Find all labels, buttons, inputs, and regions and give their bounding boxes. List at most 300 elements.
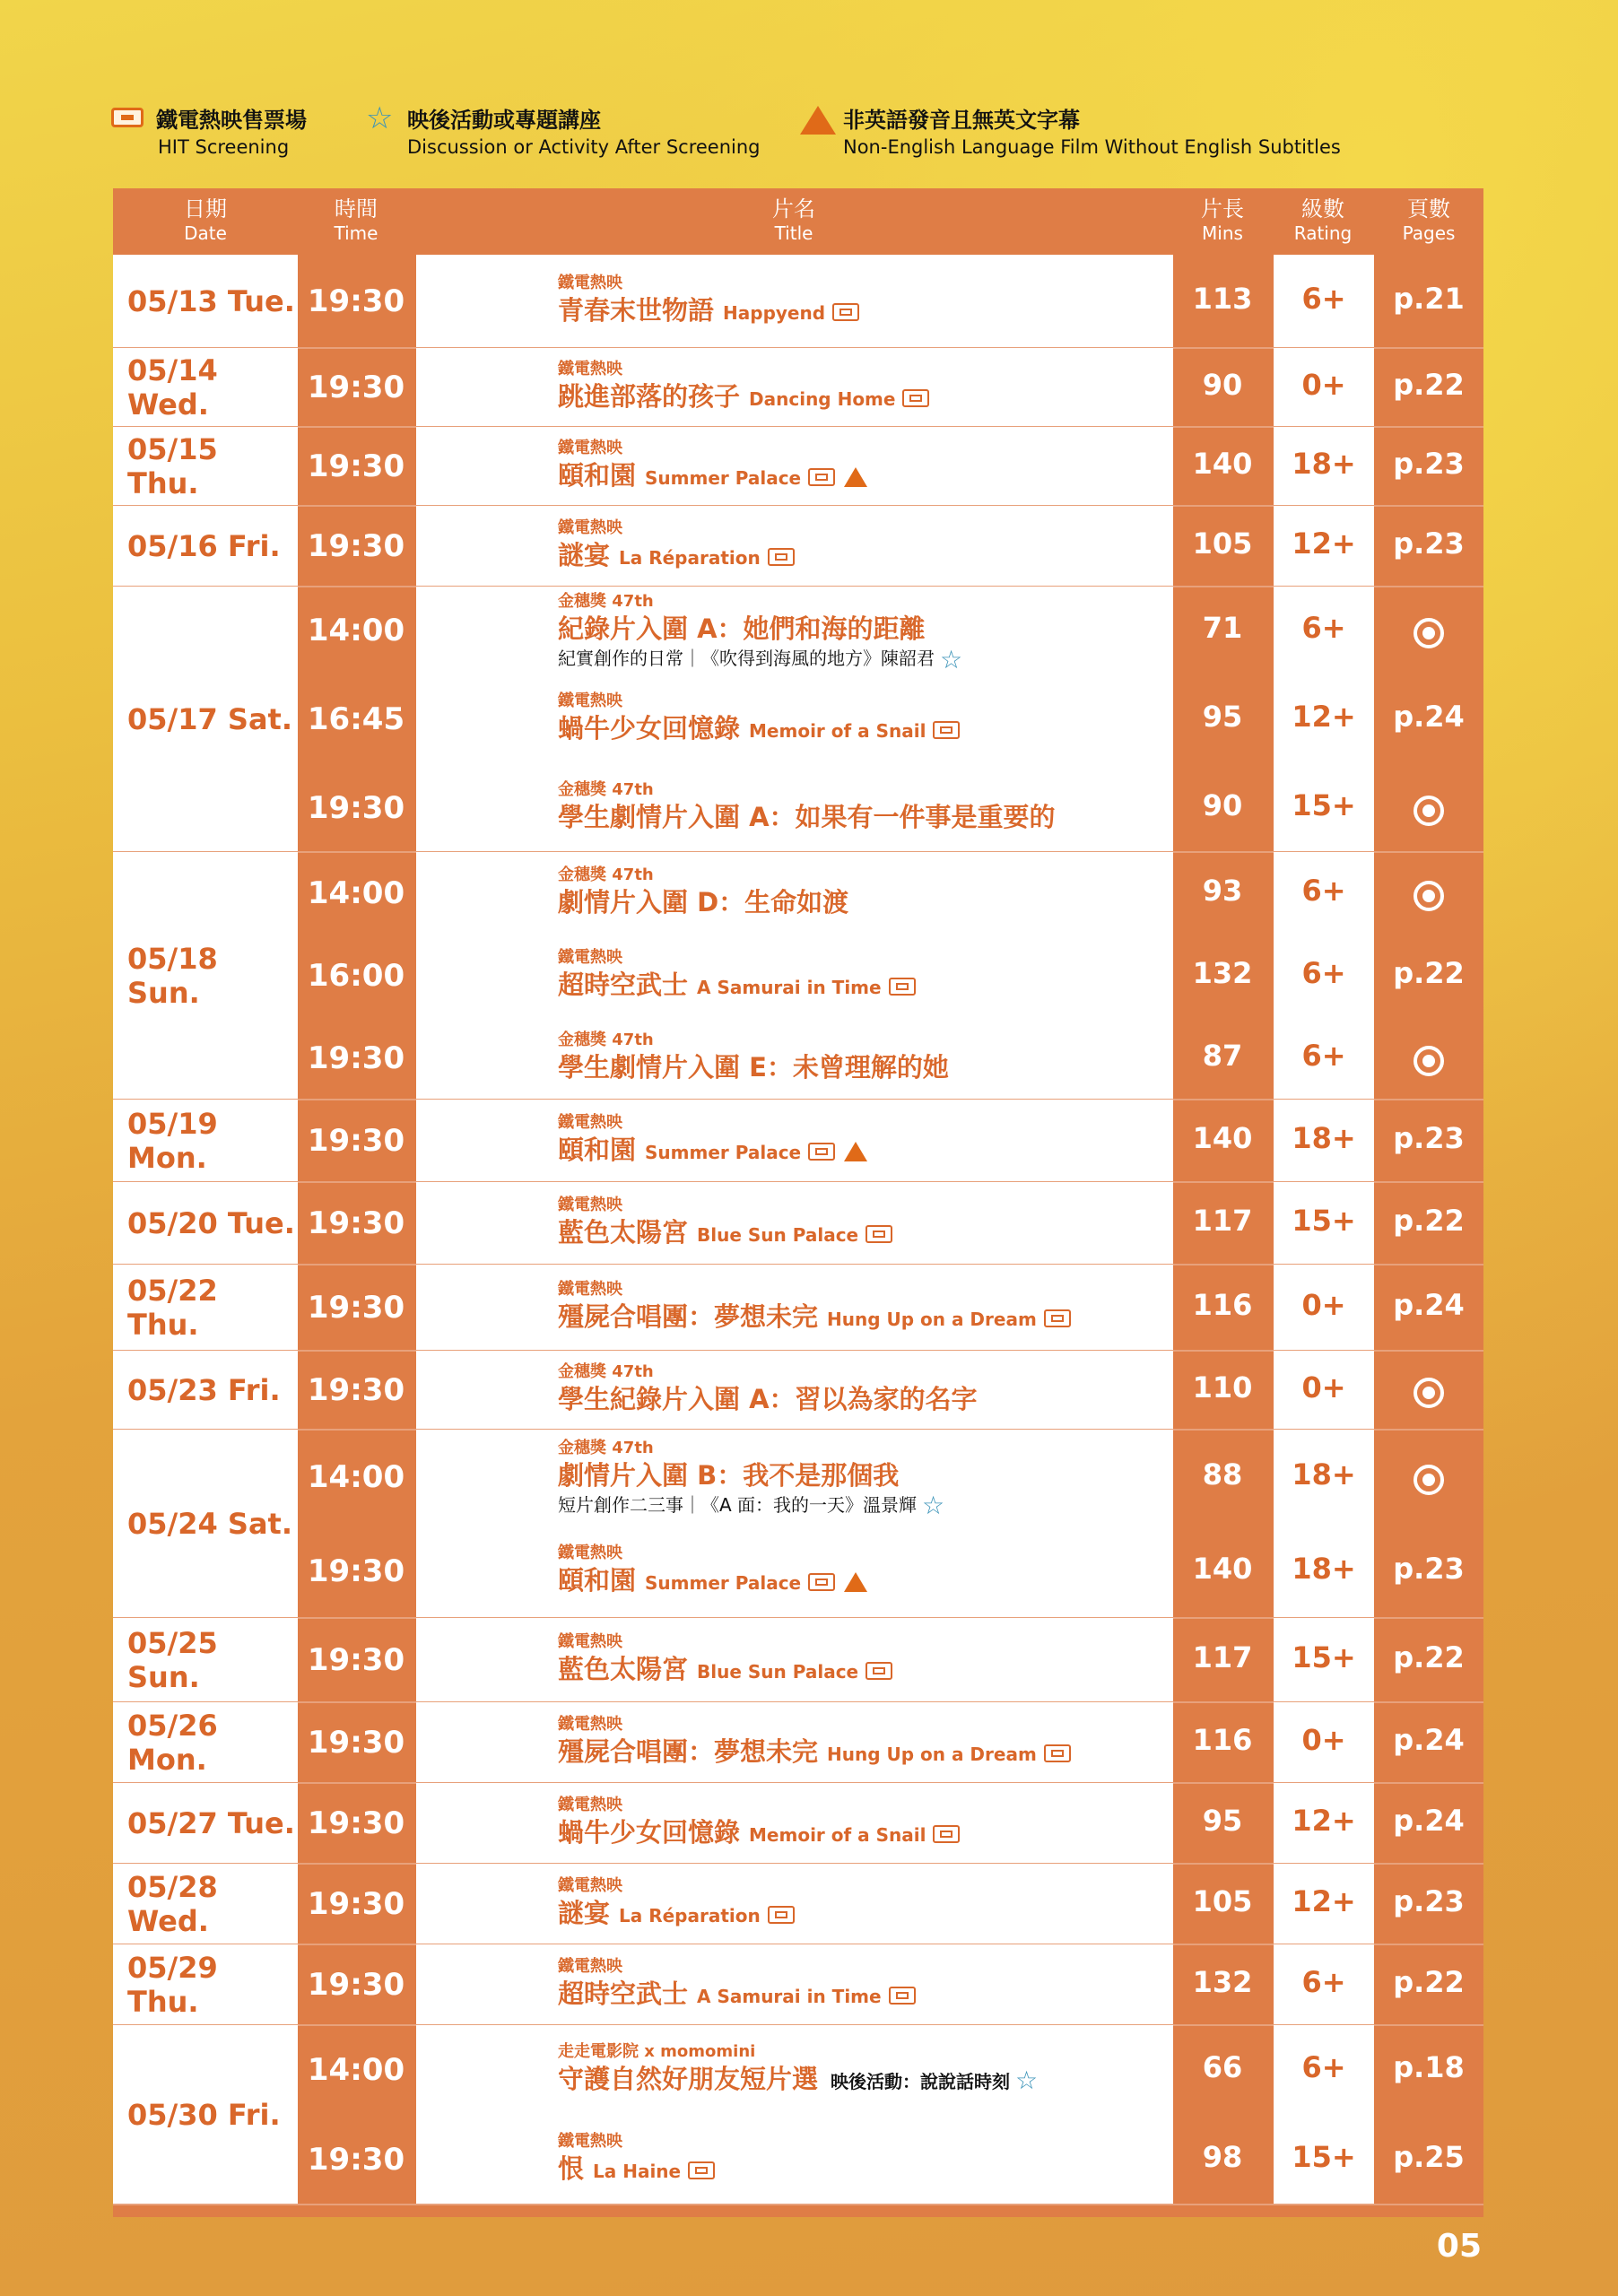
schedule-table xyxy=(113,188,1483,2217)
page-ref: p.23 xyxy=(1393,1121,1465,1155)
showtime: 19:30 xyxy=(307,1372,405,1408)
schedule-day xyxy=(113,1430,1483,1618)
rating-label: 18+ xyxy=(1292,1457,1356,1492)
film-entry[interactable] xyxy=(558,2041,1240,2098)
runtime: 117 xyxy=(1192,1204,1253,1238)
film-title[interactable] xyxy=(558,1134,1240,1169)
table-header xyxy=(113,188,1483,253)
showtime: 19:30 xyxy=(307,1552,405,1589)
schedule-day xyxy=(113,1864,1483,1944)
page-number: 05 xyxy=(1436,2228,1482,2265)
activity-note xyxy=(558,1492,1240,1520)
film-category: 鐵電熱映 xyxy=(558,1796,622,1814)
showtime: 19:30 xyxy=(307,1040,405,1076)
page-ref: p.23 xyxy=(1393,1884,1465,1918)
film-title[interactable] xyxy=(558,380,1240,415)
date-cell xyxy=(113,587,298,852)
film-title[interactable] xyxy=(558,1383,1240,1415)
date-cell xyxy=(113,1265,298,1351)
film-title-zh: 殭屍合唱團：夢想未完 xyxy=(558,1301,819,1332)
film-title-zh: 學生劇情片入圍 A：如果有一件事是重要的 xyxy=(558,801,1056,832)
date-cell xyxy=(113,1182,298,1265)
date-label: 05/16 Fri. xyxy=(127,529,281,563)
schedule-day xyxy=(113,506,1483,587)
date-cell xyxy=(113,427,298,506)
film-title-zh: 學生紀錄片入圍 A：習以為家的名字 xyxy=(558,1384,978,1414)
schedule-day xyxy=(113,587,1483,852)
film-title-en: Hung Up on a Dream xyxy=(827,1309,1037,1330)
film-title[interactable] xyxy=(558,613,1240,645)
date-label: 05/19 Mon. xyxy=(127,1107,218,1175)
date-label: 05/18 Sun. xyxy=(127,942,218,1010)
showtime: 19:30 xyxy=(307,789,405,826)
activity-note: 映後活動：說說話時刻 xyxy=(831,2071,1011,2092)
showtime: 19:30 xyxy=(307,283,405,319)
page-ref: p.24 xyxy=(1393,1288,1465,1322)
runtime: 116 xyxy=(1192,1288,1253,1322)
film-entry[interactable] xyxy=(558,359,1240,415)
film-title-en: La Réparation xyxy=(619,1905,761,1926)
film-title[interactable] xyxy=(558,886,1240,918)
runtime: 88 xyxy=(1202,1457,1243,1492)
schedule-day xyxy=(113,1618,1483,1702)
film-category: 金穗獎 47th xyxy=(558,779,654,799)
header-sublabel: Date xyxy=(184,222,227,244)
page-ref: p.24 xyxy=(1393,1804,1465,1838)
film-entry[interactable] xyxy=(558,947,1240,1004)
runtime: 90 xyxy=(1202,368,1243,402)
schedule-day xyxy=(113,1702,1483,1783)
film-title[interactable] xyxy=(558,539,1240,574)
runtime: 95 xyxy=(1202,1804,1243,1838)
page-ref xyxy=(1376,792,1482,826)
schedule-day xyxy=(113,1100,1483,1182)
legend-discussion xyxy=(366,100,761,160)
showtime: 19:30 xyxy=(307,370,405,405)
header-mins xyxy=(1173,188,1272,253)
schedule-day xyxy=(113,1265,1483,1351)
golden-harvest-dot-icon xyxy=(1414,881,1444,911)
film-title-en: Blue Sun Palace xyxy=(697,1661,859,1683)
film-title[interactable] xyxy=(558,2063,1240,2098)
date-label: 05/20 Tue. xyxy=(127,1206,295,1240)
triangle-icon xyxy=(800,106,836,135)
rating-label: 6+ xyxy=(1301,874,1346,908)
film-entry[interactable] xyxy=(558,517,1240,574)
schedule-day xyxy=(113,348,1483,427)
page-ref: p.22 xyxy=(1393,1204,1465,1238)
date-label: 05/27 Tue. xyxy=(127,1806,295,1840)
film-entry[interactable] xyxy=(558,1438,1240,1520)
date-cell xyxy=(113,852,298,1100)
showtime: 19:30 xyxy=(307,448,405,484)
date-label: 05/24 Sat. xyxy=(127,1507,292,1541)
golden-harvest-dot-icon xyxy=(1414,618,1444,648)
ticket-icon xyxy=(902,389,929,407)
film-category: 鐵電熱映 xyxy=(558,1876,622,1895)
showtime: 19:30 xyxy=(307,1725,405,1761)
rating-label: 15+ xyxy=(1292,1640,1356,1674)
film-title-zh: 劇情片入圍 B：我不是那個我 xyxy=(558,1459,900,1491)
film-title[interactable] xyxy=(558,1653,1240,1688)
film-entry[interactable] xyxy=(558,1795,1240,1851)
rating-label: 0+ xyxy=(1301,368,1346,402)
film-title-zh: 頤和園 xyxy=(558,460,637,491)
film-title[interactable] xyxy=(558,2152,1240,2187)
film-title-en: Memoir of a Snail xyxy=(749,720,926,742)
film-category: 鐵電熱映 xyxy=(558,360,622,378)
film-title-zh: 紀錄片入圍 A：她們和海的距離 xyxy=(558,613,926,645)
golden-harvest-dot-icon xyxy=(1414,1378,1444,1408)
runtime: 90 xyxy=(1202,787,1243,822)
film-category: 金穗獎 47th xyxy=(558,592,654,612)
rating-label: 15+ xyxy=(1292,787,1356,822)
film-title-zh: 謎宴 xyxy=(558,1898,611,1928)
page-ref: p.23 xyxy=(1393,1551,1465,1586)
row-divider xyxy=(113,2204,1483,2205)
page-ref xyxy=(1376,614,1482,648)
film-title-zh: 謎宴 xyxy=(558,540,611,570)
date-label: 05/23 Fri. xyxy=(127,1373,281,1407)
ticket-icon xyxy=(933,1825,960,1843)
runtime: 98 xyxy=(1202,2140,1243,2174)
film-title[interactable] xyxy=(558,1897,1240,1932)
golden-harvest-dot-icon xyxy=(1414,1046,1444,1076)
film-title-en: A Samurai in Time xyxy=(697,977,882,998)
date-label: 05/15 Thu. xyxy=(127,432,218,500)
header-label: 日期 xyxy=(184,196,227,222)
film-category: 鐵電熱映 xyxy=(558,1957,622,1976)
runtime: 87 xyxy=(1202,1039,1243,1073)
header-label: 時間 xyxy=(335,196,378,222)
film-category: 鐵電熱映 xyxy=(558,1196,622,1214)
film-entry[interactable] xyxy=(558,1631,1240,1688)
film-category: 鐵電熱映 xyxy=(558,1715,622,1734)
schedule-day xyxy=(113,852,1483,1100)
date-cell xyxy=(113,1100,298,1182)
header-rating xyxy=(1272,188,1374,253)
runtime: 66 xyxy=(1202,2050,1243,2084)
film-title-en: La Réparation xyxy=(619,547,761,569)
rating-label: 0+ xyxy=(1301,1370,1346,1405)
page-ref: p.18 xyxy=(1393,2050,1465,2084)
film-entry[interactable] xyxy=(558,865,1240,918)
film-entry[interactable] xyxy=(558,1030,1240,1083)
header-sublabel: Mins xyxy=(1202,222,1243,244)
film-category: 金穗獎 47th xyxy=(558,865,654,884)
film-title-zh: 藍色太陽宮 xyxy=(558,1217,689,1248)
film-category: 鐵電熱映 xyxy=(558,691,622,710)
legend-title: 鐵電熱映售票場 xyxy=(156,108,307,133)
film-category: 鐵電熱映 xyxy=(558,1280,622,1299)
film-title-zh: 守護自然好朋友短片選 xyxy=(558,2064,819,2094)
ticket-icon xyxy=(933,721,960,739)
rating-label: 6+ xyxy=(1301,1965,1346,1999)
date-cell xyxy=(113,2025,298,2205)
rating-label: 15+ xyxy=(1292,1204,1356,1238)
showtime: 19:30 xyxy=(307,1805,405,1841)
showtime: 16:45 xyxy=(307,701,405,737)
film-entry[interactable] xyxy=(558,591,1240,674)
rating-label: 15+ xyxy=(1292,2140,1356,2174)
rating-label: 18+ xyxy=(1292,1551,1356,1586)
activity-note-text: 短片創作二三事｜《A 面：我的一天》溫景輝 xyxy=(558,1493,918,1516)
film-title[interactable] xyxy=(558,1978,1240,2013)
showtime: 19:30 xyxy=(307,1123,405,1159)
triangle-icon xyxy=(844,1572,867,1592)
film-entry[interactable] xyxy=(558,1361,1240,1415)
showtime: 16:00 xyxy=(307,958,405,994)
page-ref: p.23 xyxy=(1393,447,1465,481)
showtime: 14:00 xyxy=(307,875,405,911)
film-entry[interactable] xyxy=(558,779,1240,833)
legend-title: 映後活動或專題講座 xyxy=(407,108,601,133)
star-icon: ☆ xyxy=(922,1491,945,1520)
header-date xyxy=(113,188,298,253)
date-cell xyxy=(113,506,298,587)
header-sublabel: Time xyxy=(334,222,378,244)
date-cell xyxy=(113,1944,298,2025)
film-title[interactable] xyxy=(558,459,1240,494)
film-category: 鐵電熱映 xyxy=(558,274,622,292)
film-title-zh: 頤和園 xyxy=(558,1135,637,1165)
schedule-day xyxy=(113,1783,1483,1864)
rating-label: 0+ xyxy=(1301,1288,1346,1322)
ticket-icon xyxy=(889,1987,916,2005)
film-entry[interactable] xyxy=(558,438,1240,494)
page-ref: p.21 xyxy=(1393,282,1465,316)
activity-note xyxy=(558,645,1240,674)
film-title-zh: 恨 xyxy=(558,2153,585,2184)
film-title-en: A Samurai in Time xyxy=(697,1986,882,2007)
schedule-day xyxy=(113,1351,1483,1430)
legend-subtitle: Discussion or Activity After Screening xyxy=(407,136,761,158)
ticket-icon xyxy=(889,978,916,996)
date-label: 05/17 Sat. xyxy=(127,702,292,736)
film-title-zh: 蝸牛少女回憶錄 xyxy=(558,713,741,744)
film-title[interactable] xyxy=(558,801,1240,833)
film-category: 金穗獎 47th xyxy=(558,1031,654,1049)
showtime: 19:30 xyxy=(307,1290,405,1326)
film-title[interactable] xyxy=(558,294,1240,329)
rating-label: 12+ xyxy=(1292,1804,1356,1838)
rating-label: 6+ xyxy=(1301,611,1346,646)
header-time xyxy=(298,188,414,253)
film-entry[interactable] xyxy=(558,2131,1240,2187)
showtime: 14:00 xyxy=(307,613,405,649)
header-label: 片長 xyxy=(1201,196,1244,222)
film-title-zh: 劇情片入圍 D：生命如渡 xyxy=(558,887,849,918)
ticket-icon xyxy=(808,1143,835,1161)
rating-label: 12+ xyxy=(1292,1884,1356,1918)
date-cell xyxy=(113,1430,298,1618)
film-title[interactable] xyxy=(558,1564,1240,1599)
header-label: 級數 xyxy=(1301,196,1344,222)
rating-label: 6+ xyxy=(1301,1039,1346,1073)
runtime: 95 xyxy=(1202,700,1243,734)
rating-label: 12+ xyxy=(1292,526,1356,561)
page-ref xyxy=(1376,1461,1482,1495)
schedule-day xyxy=(113,255,1483,348)
film-entry[interactable] xyxy=(558,691,1240,747)
header-sublabel: Title xyxy=(774,222,813,244)
film-category: 金穗獎 47th xyxy=(558,1362,654,1381)
ticket-icon xyxy=(111,108,144,131)
film-entry[interactable] xyxy=(558,1279,1240,1335)
ticket-icon xyxy=(866,1662,892,1680)
triangle-icon xyxy=(844,467,867,487)
star-icon: ☆ xyxy=(366,100,394,136)
legend-subtitle: Non-English Language Film Without English Subtitles xyxy=(843,136,1341,158)
ticket-icon xyxy=(808,468,835,486)
ticket-icon xyxy=(832,303,859,321)
film-title[interactable] xyxy=(558,969,1240,1004)
star-icon: ☆ xyxy=(1015,2066,1039,2095)
schedule-day xyxy=(113,427,1483,506)
showtime: 19:30 xyxy=(307,1886,405,1922)
header-label: 片名 xyxy=(772,196,815,222)
film-entry[interactable] xyxy=(558,1543,1240,1599)
date-label: 05/26 Mon. xyxy=(127,1709,218,1777)
date-label: 05/29 Thu. xyxy=(127,1951,218,2019)
ticket-icon xyxy=(808,1573,835,1591)
header-sublabel: Pages xyxy=(1402,222,1456,244)
film-title[interactable] xyxy=(558,712,1240,747)
film-title[interactable] xyxy=(558,1459,1240,1492)
schedule-day xyxy=(113,2025,1483,2205)
runtime: 132 xyxy=(1192,956,1253,990)
rating-label: 6+ xyxy=(1301,2050,1346,2084)
page-ref: p.24 xyxy=(1393,700,1465,734)
page-ref: p.25 xyxy=(1393,2140,1465,2174)
film-title[interactable] xyxy=(558,1816,1240,1851)
rating-label: 6+ xyxy=(1301,956,1346,990)
runtime: 116 xyxy=(1192,1723,1253,1757)
page-ref xyxy=(1376,877,1482,911)
golden-harvest-dot-icon xyxy=(1414,796,1444,826)
date-cell xyxy=(113,1702,298,1783)
runtime: 117 xyxy=(1192,1640,1253,1674)
film-title-zh: 殭屍合唱團：夢想未完 xyxy=(558,1736,819,1767)
film-entry[interactable] xyxy=(558,1956,1240,2013)
runtime: 132 xyxy=(1192,1965,1253,1999)
film-title[interactable] xyxy=(558,1216,1240,1251)
film-title-en: Dancing Home xyxy=(749,388,896,410)
runtime: 140 xyxy=(1192,1551,1253,1586)
film-title-en: La Haine xyxy=(593,2161,682,2182)
rating-label: 12+ xyxy=(1292,700,1356,734)
runtime: 105 xyxy=(1192,526,1253,561)
legend-hit-screening xyxy=(111,106,307,160)
film-title-en: Blue Sun Palace xyxy=(697,1224,859,1246)
schedule-day xyxy=(113,1182,1483,1265)
date-cell xyxy=(113,255,298,348)
page-ref: p.22 xyxy=(1393,1640,1465,1674)
film-title-en: Summer Palace xyxy=(645,467,802,489)
legend-title: 非英語發音且無英文字幕 xyxy=(843,108,1080,133)
page-ref: p.22 xyxy=(1393,956,1465,990)
film-category: 鐵電熱映 xyxy=(558,518,622,537)
rating-label: 18+ xyxy=(1292,1121,1356,1155)
film-entry[interactable] xyxy=(558,1195,1240,1251)
legend-non-english xyxy=(800,106,1341,160)
date-cell xyxy=(113,1618,298,1702)
film-entry[interactable] xyxy=(558,1875,1240,1932)
film-title-zh: 超時空武士 xyxy=(558,1979,689,2009)
date-label: 05/14 Wed. xyxy=(127,353,218,422)
film-title[interactable] xyxy=(558,1051,1240,1083)
date-cell xyxy=(113,1864,298,1944)
runtime: 110 xyxy=(1192,1370,1253,1405)
film-entry[interactable] xyxy=(558,1112,1240,1169)
film-category: 鐵電熱映 xyxy=(558,439,622,457)
ticket-icon xyxy=(768,1906,795,1924)
film-category: 鐵電熱映 xyxy=(558,948,622,967)
film-title-en: Happyend xyxy=(723,302,826,324)
runtime: 140 xyxy=(1192,447,1253,481)
showtime: 19:30 xyxy=(307,1205,405,1241)
film-title-zh: 跳進部落的孩子 xyxy=(558,381,741,412)
activity-note-text: 紀實創作的日常｜《吹得到海風的地方》陳韶君 xyxy=(558,648,935,670)
date-label: 05/25 Sun. xyxy=(127,1626,218,1694)
page-ref: p.22 xyxy=(1393,368,1465,402)
film-title[interactable] xyxy=(558,1300,1240,1335)
date-label: 05/22 Thu. xyxy=(127,1274,218,1342)
film-title-zh: 學生劇情片入圍 E：未曾理解的她 xyxy=(558,1052,949,1083)
rating-label: 18+ xyxy=(1292,447,1356,481)
showtime: 19:30 xyxy=(307,1642,405,1678)
film-entry[interactable] xyxy=(558,1714,1240,1770)
runtime: 105 xyxy=(1192,1884,1253,1918)
schedule-day xyxy=(113,1944,1483,2025)
runtime: 140 xyxy=(1192,1121,1253,1155)
date-cell xyxy=(113,1351,298,1430)
page-ref xyxy=(1376,1374,1482,1408)
rating-label: 0+ xyxy=(1301,1723,1346,1757)
date-label: 05/28 Wed. xyxy=(127,1870,218,1938)
ticket-icon xyxy=(1044,1309,1071,1327)
film-category: 金穗獎 47th xyxy=(558,1438,654,1457)
ticket-icon xyxy=(688,2161,715,2179)
film-title-zh: 青春末世物語 xyxy=(558,295,715,326)
golden-harvest-dot-icon xyxy=(1414,1465,1444,1495)
film-title-en: Hung Up on a Dream xyxy=(827,1744,1037,1765)
triangle-icon xyxy=(844,1142,867,1161)
film-category: 鐵電熱映 xyxy=(558,2132,622,2151)
date-label: 05/13 Tue. xyxy=(127,284,295,318)
film-title-en: Summer Palace xyxy=(645,1571,802,1594)
film-title-zh: 藍色太陽宮 xyxy=(558,1654,689,1684)
film-title-zh: 蝸牛少女回憶錄 xyxy=(558,1817,741,1848)
film-category: 鐵電熱映 xyxy=(558,1543,622,1562)
runtime: 113 xyxy=(1192,282,1253,316)
date-cell xyxy=(113,1783,298,1864)
header-label: 頁數 xyxy=(1407,196,1450,222)
rating-label: 6+ xyxy=(1301,282,1346,316)
page-ref xyxy=(1376,1042,1482,1076)
page-ref: p.23 xyxy=(1393,526,1465,561)
film-category: 鐵電熱映 xyxy=(558,1632,622,1651)
film-entry[interactable] xyxy=(558,273,1240,329)
date-cell xyxy=(113,348,298,427)
showtime: 19:30 xyxy=(307,1967,405,2003)
film-category: 走走電影院 x momomini xyxy=(558,2042,756,2061)
showtime: 14:00 xyxy=(307,2052,405,2088)
film-title[interactable] xyxy=(558,1735,1240,1770)
header-title xyxy=(414,188,1173,253)
page-ref: p.24 xyxy=(1393,1723,1465,1757)
showtime: 14:00 xyxy=(307,1458,405,1495)
